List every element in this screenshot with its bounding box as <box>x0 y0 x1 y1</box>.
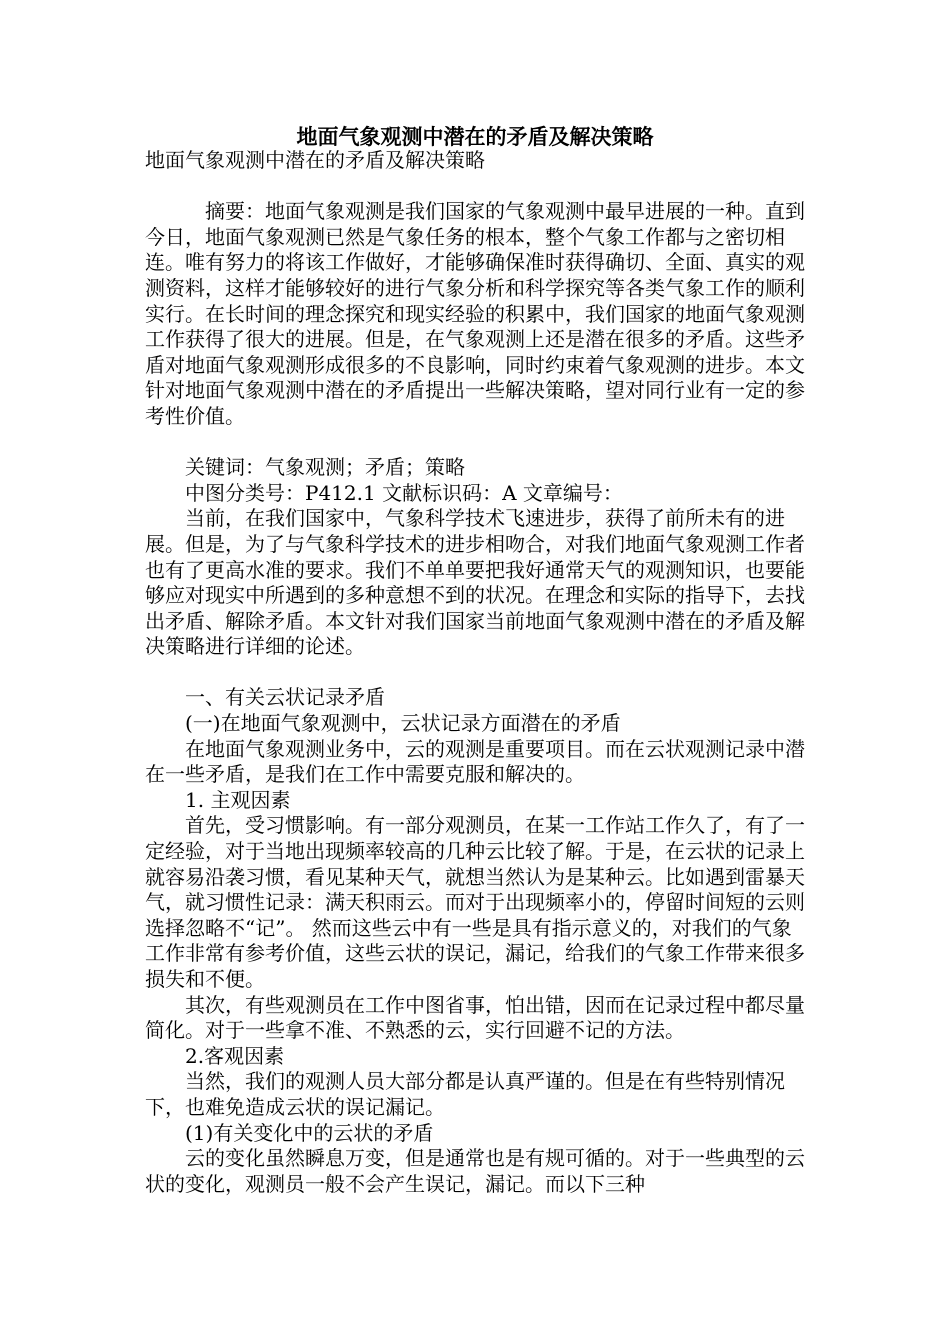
classification-line: 中图分类号：P412.1 文献标识码：A 文章编号： <box>185 480 623 505</box>
subitem-heading: (1)有关变化中的云状的矛盾 <box>185 1120 434 1145</box>
blank-line <box>145 430 810 456</box>
item-paragraph: 当然，我们的观测人员大部分都是认真严谨的。但是在有些特别情况下，也难免造成云状的误记漏记。 <box>145 1069 785 1119</box>
item-paragraph: 其次，有些观测员在工作中图省事，怕出错，因而在记录过程中都尽量简化。对于一些拿不准、不熟悉的云，实行回避不记的方法。 <box>145 992 805 1043</box>
document-subtitle: 地面气象观测中潜在的矛盾及解决策略 <box>145 148 485 172</box>
section-paragraph: 在地面气象观测业务中，云的观测是重要项目。而在云状观测记录中潜在一些矛盾，是我们在工作中需要克服和解决的。 <box>145 736 805 787</box>
subsection-heading: (一)在地面气象观测中，云状记录方面潜在的矛盾 <box>185 711 621 736</box>
item-heading: 1. 主观因素 <box>185 787 291 812</box>
item-paragraph: 云的变化虽然瞬息万变，但是通常也是有规可循的。对于一些典型的云状的变化，观测员一般不会产生误记，漏记。而以下三种 <box>145 1146 805 1196</box>
item-paragraph: 首先，受习惯影响。有一部分观测员，在某一工作站工作久了，有了一定经验，对于当地出现频率较高的几种云比较了解。于是，在云状的记录上就容易沿袭习惯，看见某种天气，就想当然认为是某种云。比如遇到雷暴天气，就习惯性记录：满天积雨云。而对于出现频率小的，停留时间短的云则选择忽略不“记”。 然而这些云中有一些是具有指示意义的，对我们的气象工作非常有参考价值，这些云状的误记，漏记，给我们的气象工作带来很多损失和不便。 <box>145 813 805 991</box>
keywords-line: 关键词：气象观测；矛盾；策略 <box>185 455 465 480</box>
abstract-paragraph: 摘要：地面气象观测是我们国家的气象观测中最早进展的一种。直到今日，地面气象观测已然是气象任务的根本，整个气象工作都与之密切相连。唯有努力的将该工作做好，才能够确保准时获得确切、全面、真实的观测资料，这样才能够较好的进行气象分析和科学探究等各类气象工作的顺利实行。在长时间的理念探究和现实经验的积累中，我们国家的地面气象观测工作获得了很大的进展。但是，在气象观测上还是潜在很多的矛盾。这些矛盾对地面气象观测形成很多的不良影响，同时约束着气象观测的进步。本文针对地面气象观测中潜在的矛盾提出一些解决策略，望对同行业有一定的参考性价值。 <box>145 199 805 428</box>
document-body <box>145 148 810 1197</box>
document-title: 地面气象观测中潜在的矛盾及解决策略 <box>296 124 654 149</box>
item-heading: 2.客观因素 <box>185 1043 285 1068</box>
blank-line <box>145 174 810 200</box>
section-heading: 一、有关云状记录矛盾 <box>185 685 385 710</box>
intro-paragraph: 当前，在我们国家中，气象科学技术飞速进步，获得了前所未有的进展。但是，为了与气象科学技术的进步相吻合，对我们地面气象观测工作者也有了更高水准的要求。我们不单单要把我好通常天气的观测知识，也要能够应对现实中所遇到的多种意想不到的状况。在理念和实际的指导下，去找出矛盾、解除矛盾。本文针对我们国家当前地面气象观测中潜在的矛盾及解决策略进行详细的论述。 <box>145 506 805 659</box>
blank-line <box>145 660 810 686</box>
